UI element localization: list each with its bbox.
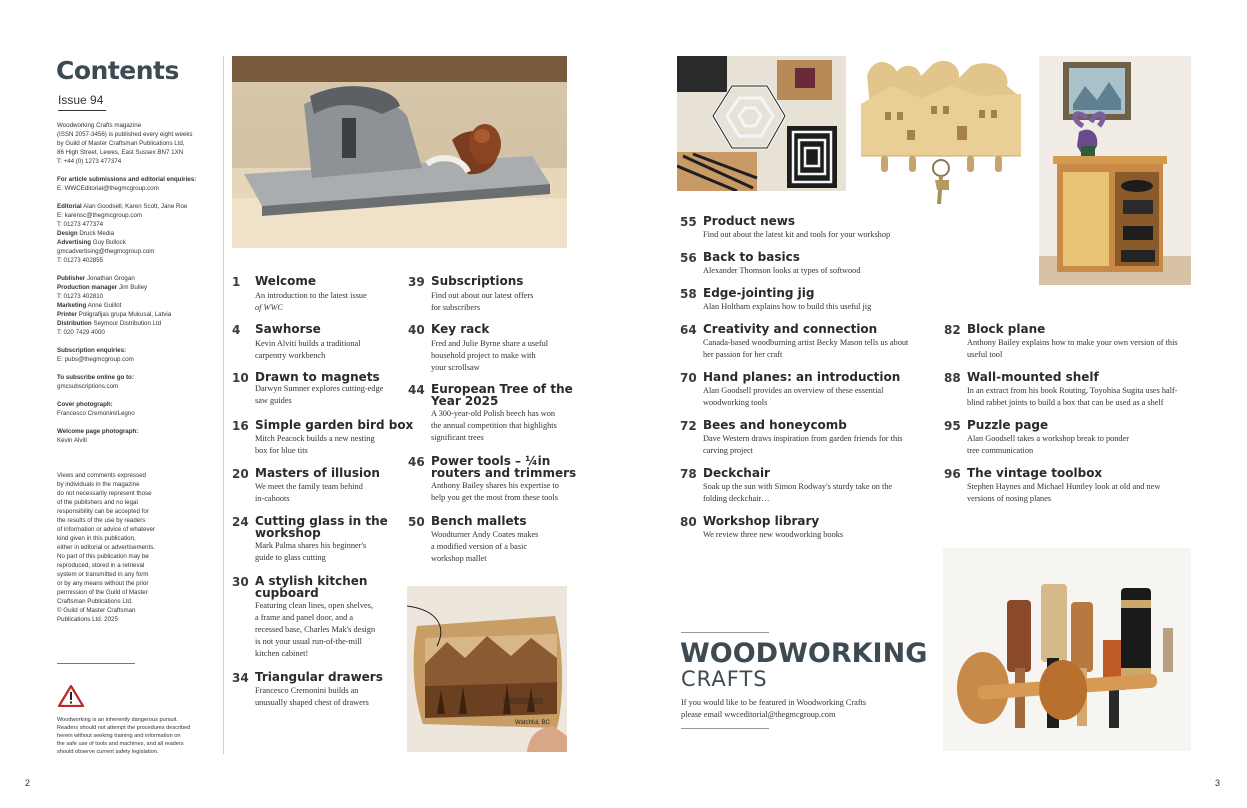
page-number: 96 [944, 467, 961, 481]
entry-title: Bench mallets [431, 514, 527, 528]
welcome-credit [57, 427, 217, 445]
cover-credit [57, 400, 217, 418]
subscription-info [57, 346, 217, 364]
entry-title: Block plane [967, 322, 1046, 336]
page-number: 82 [944, 323, 961, 337]
warning-line: the safe use of tools and machines, and all readers [57, 741, 184, 747]
subs-label: Subscription enquiries: [57, 347, 127, 354]
artwork-signature: Watchful, BC [515, 720, 550, 726]
warning-icon [58, 685, 84, 707]
subscribe-url[interactable]: gmcsubscriptions.com [57, 383, 119, 390]
page-number: 80 [680, 515, 697, 529]
printer-label: Printer [57, 311, 77, 318]
entry-title: Sawhorse [255, 322, 321, 336]
disclaimer-line: Craftsman Publications Ltd. [57, 598, 133, 605]
issue-divider [58, 110, 106, 111]
warning-line: Woodworking is an inherently dangerous pursuit. [57, 717, 178, 723]
sidebar-column-divider [223, 56, 224, 754]
entry-description: Anthony Bailey explains how to make your own version of this useful tool [967, 338, 1178, 359]
entry-description: Woodturner Andy Coates makes a modified version of a basic workshop mallet [431, 530, 539, 563]
staff-info [57, 202, 217, 265]
logo-top-rule [681, 632, 769, 633]
submissions-info [57, 175, 217, 193]
editorial-email[interactable]: E: karensc@thegmcgroup.com [57, 212, 143, 219]
welcome-label: Welcome page photograph: [57, 428, 139, 435]
entry-title: Wall-mounted shelf [967, 370, 1099, 384]
design-value: Druck Media [79, 230, 115, 237]
page-number: 24 [232, 515, 249, 529]
cover-label: Cover photograph: [57, 401, 113, 408]
entry-description: We meet the family team behind in-cahoots [255, 482, 363, 503]
issue-number: Issue 94 [58, 93, 104, 107]
page-number: 46 [408, 455, 425, 469]
entry-description: Soak up the sun with Simon Rodway's sturdy take on the folding deckchair… [703, 482, 893, 503]
disclaimer-line: by individuals in the magazine [57, 481, 140, 488]
entry-description: In an extract from his book Routing, Toyohisa Sugita uses half- blind rabbet joints to build a box that can be used as a shelf [967, 386, 1178, 407]
disclaimer-line: kind given in this publication, [57, 535, 136, 542]
entry-description: Mitch Peacock builds a new nesting box for blue tits [255, 434, 375, 455]
page-number: 95 [944, 419, 961, 433]
entry-description: Alexander Thomson looks at types of softwood [703, 266, 861, 275]
left-page-number: 2 [25, 778, 31, 788]
publisher-value: Jonathan Grogan [86, 275, 135, 282]
page-number: 44 [408, 383, 425, 397]
production-phone: T: 01273 402810 [57, 293, 104, 300]
page-number: 40 [408, 323, 425, 337]
advertising-label: Advertising [57, 239, 92, 246]
entry-description: Featuring clean lines, open shelves, a frame and panel door, and a recessed base, Charles Mak's design is not your usual run-of-the-mill kitchen cabinet! [255, 601, 376, 658]
disclaimer-line: of the publishers and no legal [57, 499, 138, 506]
entry-title: Subscriptions [431, 274, 524, 288]
entry-description: A 300-year-old Polish beech has won the annual competition that highlights significant trees [431, 409, 557, 442]
page-number: 1 [232, 275, 241, 289]
welcome-value: Kevin Alviti [57, 437, 87, 444]
entry-title: Hand planes: an introduction [703, 370, 901, 384]
entry-description: An introduction to the latest issue of WWC [255, 291, 367, 312]
advertising-phone: T: 01273 402855 [57, 257, 104, 264]
distribution-phone: T: 020 7429 4000 [57, 329, 105, 336]
info-line: (ISSN 2057-3456) is published every eight weeks [57, 131, 193, 138]
feature-invite-line: If you would like to be featured in Woodworking Crafts [681, 698, 867, 707]
page-number: 10 [232, 371, 249, 385]
warning-line: Readers should not attempt the procedures described [57, 725, 191, 731]
kitchen-cupboard-photo [1039, 56, 1191, 285]
entry-title: Key rack [431, 322, 490, 336]
info-line: 86 High Street, Lewes, East Sussex BN7 1XN [57, 149, 184, 156]
warning-line: herein without seeking training and information on [57, 733, 181, 739]
entry-description: Alan Holtham explains how to build this useful jig [703, 302, 872, 311]
warning-line: should observe current safety legislation. [57, 749, 159, 755]
entry-description: Find out about the latest kit and tools for your workshop [703, 230, 891, 239]
geometric-tiles-photo [677, 56, 846, 191]
advertising-email[interactable]: gmcadvertising@thegmcgroup.com [57, 248, 155, 255]
magazine-logo: WOODWORKING [680, 638, 928, 669]
page-number: 78 [680, 467, 697, 481]
page-number: 58 [680, 287, 697, 301]
subs-email[interactable]: E: pubs@thegmcgroup.com [57, 356, 134, 363]
page-title: Contents [56, 56, 179, 85]
cover-value: Francesco Cremonini/Legno [57, 410, 135, 417]
disclaimer-line: Views and comments expressed [57, 472, 146, 479]
disclaimer-line: No part of this publication may be [57, 553, 149, 560]
entry-description: Darwyn Sumner explores cutting-edge saw guides [255, 384, 384, 405]
page-number: 30 [232, 575, 249, 589]
entry-title: A stylish kitchen cupboard [255, 574, 368, 600]
page-number: 4 [232, 323, 241, 337]
entry-description: Canada-based woodburning artist Becky Mason tells us about her passion for her craft [703, 338, 909, 359]
page-number: 20 [232, 467, 249, 481]
page-number: 70 [680, 371, 697, 385]
feature-invite [681, 697, 941, 721]
editorial-names: Alan Goodsell, Karen Scott, Jane Roe [83, 203, 188, 210]
disclaimer [57, 471, 217, 624]
disclaimer-line: permission of the Guild of Master [57, 589, 148, 596]
entry-title: Drawn to magnets [255, 370, 380, 384]
disclaimer-line: reproduced, stored in a retrieval [57, 562, 145, 569]
page-number: 16 [232, 419, 249, 433]
distribution-value: Seymour Distribution Ltd [93, 320, 162, 327]
entry-title: Cutting glass in the workshop [255, 514, 388, 540]
disclaimer-line: the results of the use by readers [57, 517, 146, 524]
editorial-label: Editorial [57, 203, 82, 210]
entry-title: Product news [703, 214, 796, 228]
disclaimer-line: do not necessarily represent those [57, 490, 152, 497]
page-number: 56 [680, 251, 697, 265]
disclaimer-line: either in editorial or advertisements. [57, 544, 156, 551]
entry-description: Anthony Bailey shares his expertise to help you get the most from these tools [431, 481, 559, 502]
entry-title: The vintage toolbox [967, 466, 1103, 480]
info-line: Woodworking Crafts magazine [57, 122, 142, 129]
entry-title: Puzzle page [967, 418, 1049, 432]
submissions-label: For article submissions and editorial enquiries: [57, 176, 197, 183]
page-number: 72 [680, 419, 697, 433]
bench-mallets-photo [943, 548, 1191, 751]
production-value: Jim Bulley [118, 284, 148, 291]
distribution-label: Distribution [57, 320, 92, 327]
publisher-label: Publisher [57, 275, 86, 282]
right-page-number: 3 [1215, 778, 1221, 788]
marketing-label: Marketing [57, 302, 87, 309]
entry-title: European Tree of the Year 2025 [431, 382, 573, 408]
entry-description: Stephen Haynes and Michael Huntley look at old and new versions of nosing planes [967, 482, 1161, 503]
entry-title: Creativity and connection [703, 322, 878, 336]
entry-title: Workshop library [703, 514, 820, 528]
entry-description: Find out about our latest offers for subscribers [431, 291, 534, 312]
entry-title: Edge-jointing jig [703, 286, 815, 300]
disclaimer-line: of information or advice of whatever [57, 526, 156, 533]
entry-title: Triangular drawers [255, 670, 383, 684]
page-number: 39 [408, 275, 425, 289]
entry-title: Power tools – ¼in routers and trimmers [431, 454, 577, 480]
entry-title: Deckchair [703, 466, 770, 480]
entry-description: Kevin Alviti builds a traditional carpentry workbench [255, 339, 361, 360]
entry-description: Mark Palma shares his beginner's guide to glass cutting [255, 541, 367, 562]
disclaimer-line: or by any means without the prior [57, 580, 149, 587]
subscribe-info [57, 373, 217, 391]
safety-warning [57, 716, 207, 756]
entry-description: Alan Goodsell takes a workshop break to ponder tree communication [967, 434, 1129, 455]
info-line: by Guild of Master Craftsman Publications Ltd, [57, 140, 185, 147]
printer-value: Poligrafijas grupa Mukusal, Latvia [78, 311, 172, 318]
publisher-info [57, 121, 217, 166]
key-rack-photo [861, 56, 1023, 206]
production-info [57, 274, 217, 337]
woodburning-photo [407, 586, 567, 752]
page-number: 55 [680, 215, 697, 229]
advertising-value: Guy Bullock [92, 239, 126, 246]
production-label: Production manager [57, 284, 118, 291]
magazine-logo-sub: CRAFTS [681, 667, 768, 691]
entry-description: Francesco Cremonini builds an unusually shaped chest of drawers [255, 686, 369, 707]
logo-bottom-rule [681, 728, 769, 729]
entry-title: Welcome [255, 274, 317, 288]
marketing-value: Anne Guillot [87, 302, 122, 309]
entry-title: Back to basics [703, 250, 800, 264]
submissions-email[interactable]: E: WWCEditorial@thegmcgroup.com [57, 185, 159, 192]
editorial-phone: T: 01273 477374 [57, 221, 104, 228]
entry-description: Alan Goodsell provides an overview of these essential woodworking tools [703, 386, 884, 407]
entry-title: Simple garden bird box [255, 418, 414, 432]
page-number: 64 [680, 323, 697, 337]
disclaimer-line: system or transmitted in any form [57, 571, 149, 578]
entry-title: Bees and honeycomb [703, 418, 847, 432]
entry-description: Dave Western draws inspiration from garden friends for this carving project [703, 434, 903, 455]
entry-description: Fred and Julie Byrne share a useful household project to make with your scrollsaw [431, 339, 549, 372]
info-line: T: +44 (0) 1273 477374 [57, 158, 122, 165]
sidebar-divider [57, 663, 135, 664]
page-number: 88 [944, 371, 961, 385]
design-label: Design [57, 230, 78, 237]
page-number: 34 [232, 671, 249, 685]
entry-description: We review three new woodworking books [703, 530, 844, 539]
hand-plane-photo [232, 56, 567, 248]
page-number: 50 [408, 515, 425, 529]
subscribe-label: To subscribe online go to: [57, 374, 134, 381]
disclaimer-line: responsibility can be accepted for [57, 508, 149, 515]
feature-invite-email[interactable]: please email wwceditorial@thegmcgroup.com [681, 710, 836, 719]
disclaimer-line: © Guild of Master Craftsman [57, 607, 136, 614]
entry-title: Masters of illusion [255, 466, 380, 480]
disclaimer-line: Publications Ltd. 2025 [57, 616, 118, 623]
